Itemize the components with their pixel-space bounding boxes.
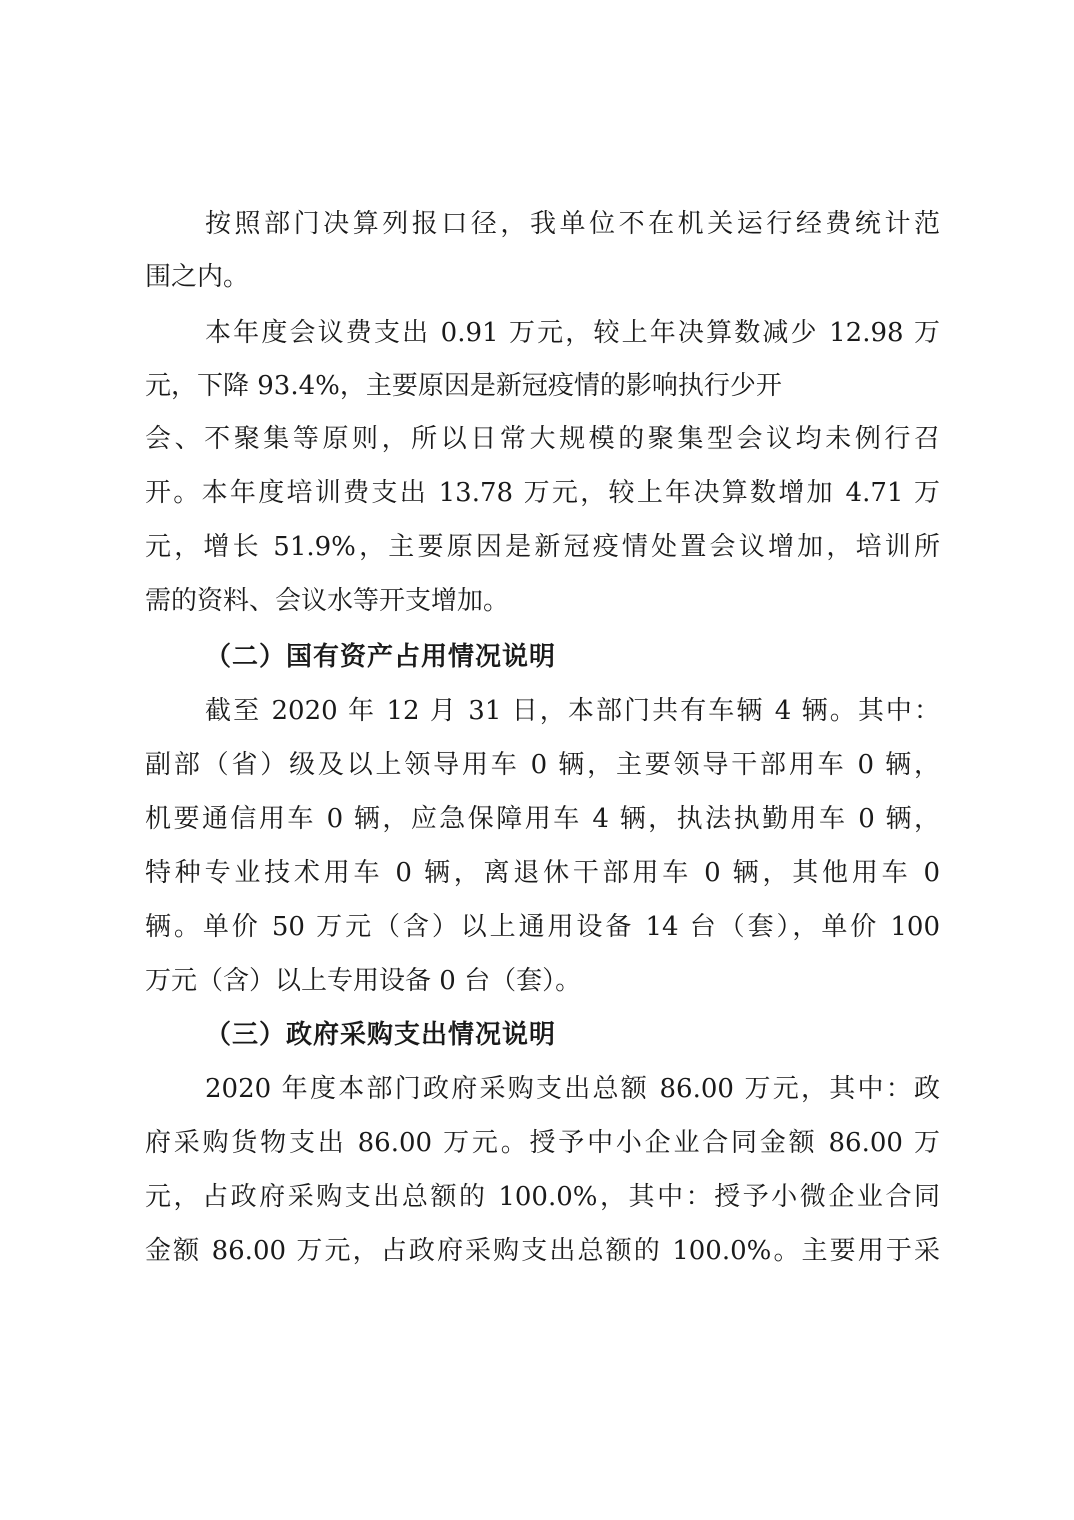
paragraph-2-line-1: 本年度会议费支出 0.91 万元，较上年决算数减少 12.98 万 (205, 318, 940, 348)
paragraph-3-line-2: 副部（省）级及以上领导用车 0 辆，主要领导干部用车 0 辆， (145, 750, 940, 780)
section-heading-3: （三）政府采购支出情况说明 (205, 1020, 557, 1050)
paragraph-3-line-4: 特种专业技术用车 0 辆，离退休干部用车 0 辆，其他用车 0 (145, 858, 940, 888)
paragraph-4-line-1: 2020 年度本部门政府采购支出总额 86.00 万元，其中：政 (205, 1074, 940, 1104)
paragraph-2-line-4: 开。本年度培训费支出 13.78 万元，较上年决算数增加 4.71 万 (145, 478, 940, 508)
paragraph-4-line-3: 元，占政府采购支出总额的 100.0%，其中：授予小微企业合同 (145, 1182, 940, 1212)
paragraph-2-line-6: 需的资料、会议水等开支增加。 (145, 586, 510, 616)
paragraph-1-line-1: 按照部门决算列报口径，我单位不在机关运行经费统计范 (205, 209, 940, 239)
paragraph-2-line-2: 元，下降 93.4%，主要原因是新冠疫情的影响执行少开 (145, 371, 782, 401)
paragraph-3-line-6: 万元（含）以上专用设备 0 台（套）。 (145, 966, 582, 996)
paragraph-4-line-4: 金额 86.00 万元，占政府采购支出总额的 100.0%。主要用于采 (145, 1236, 940, 1266)
paragraph-3-line-3: 机要通信用车 0 辆，应急保障用车 4 辆，执法执勤用车 0 辆， (145, 804, 940, 834)
paragraph-2-line-3: 会、不聚集等原则，所以日常大规模的聚集型会议均未例行召 (145, 424, 940, 454)
paragraph-4-line-2: 府采购货物支出 86.00 万元。授予中小企业合同金额 86.00 万 (145, 1128, 940, 1158)
paragraph-3-line-5: 辆。单价 50 万元（含）以上通用设备 14 台（套），单价 100 (145, 912, 940, 942)
section-heading-2: （二）国有资产占用情况说明 (205, 642, 557, 672)
paragraph-2-line-5: 元，增长 51.9%，主要原因是新冠疫情处置会议增加，培训所 (145, 532, 940, 562)
paragraph-3-line-1: 截至 2020 年 12 月 31 日，本部门共有车辆 4 辆。其中： (205, 696, 940, 726)
paragraph-1-line-2: 围之内。 (145, 262, 250, 292)
